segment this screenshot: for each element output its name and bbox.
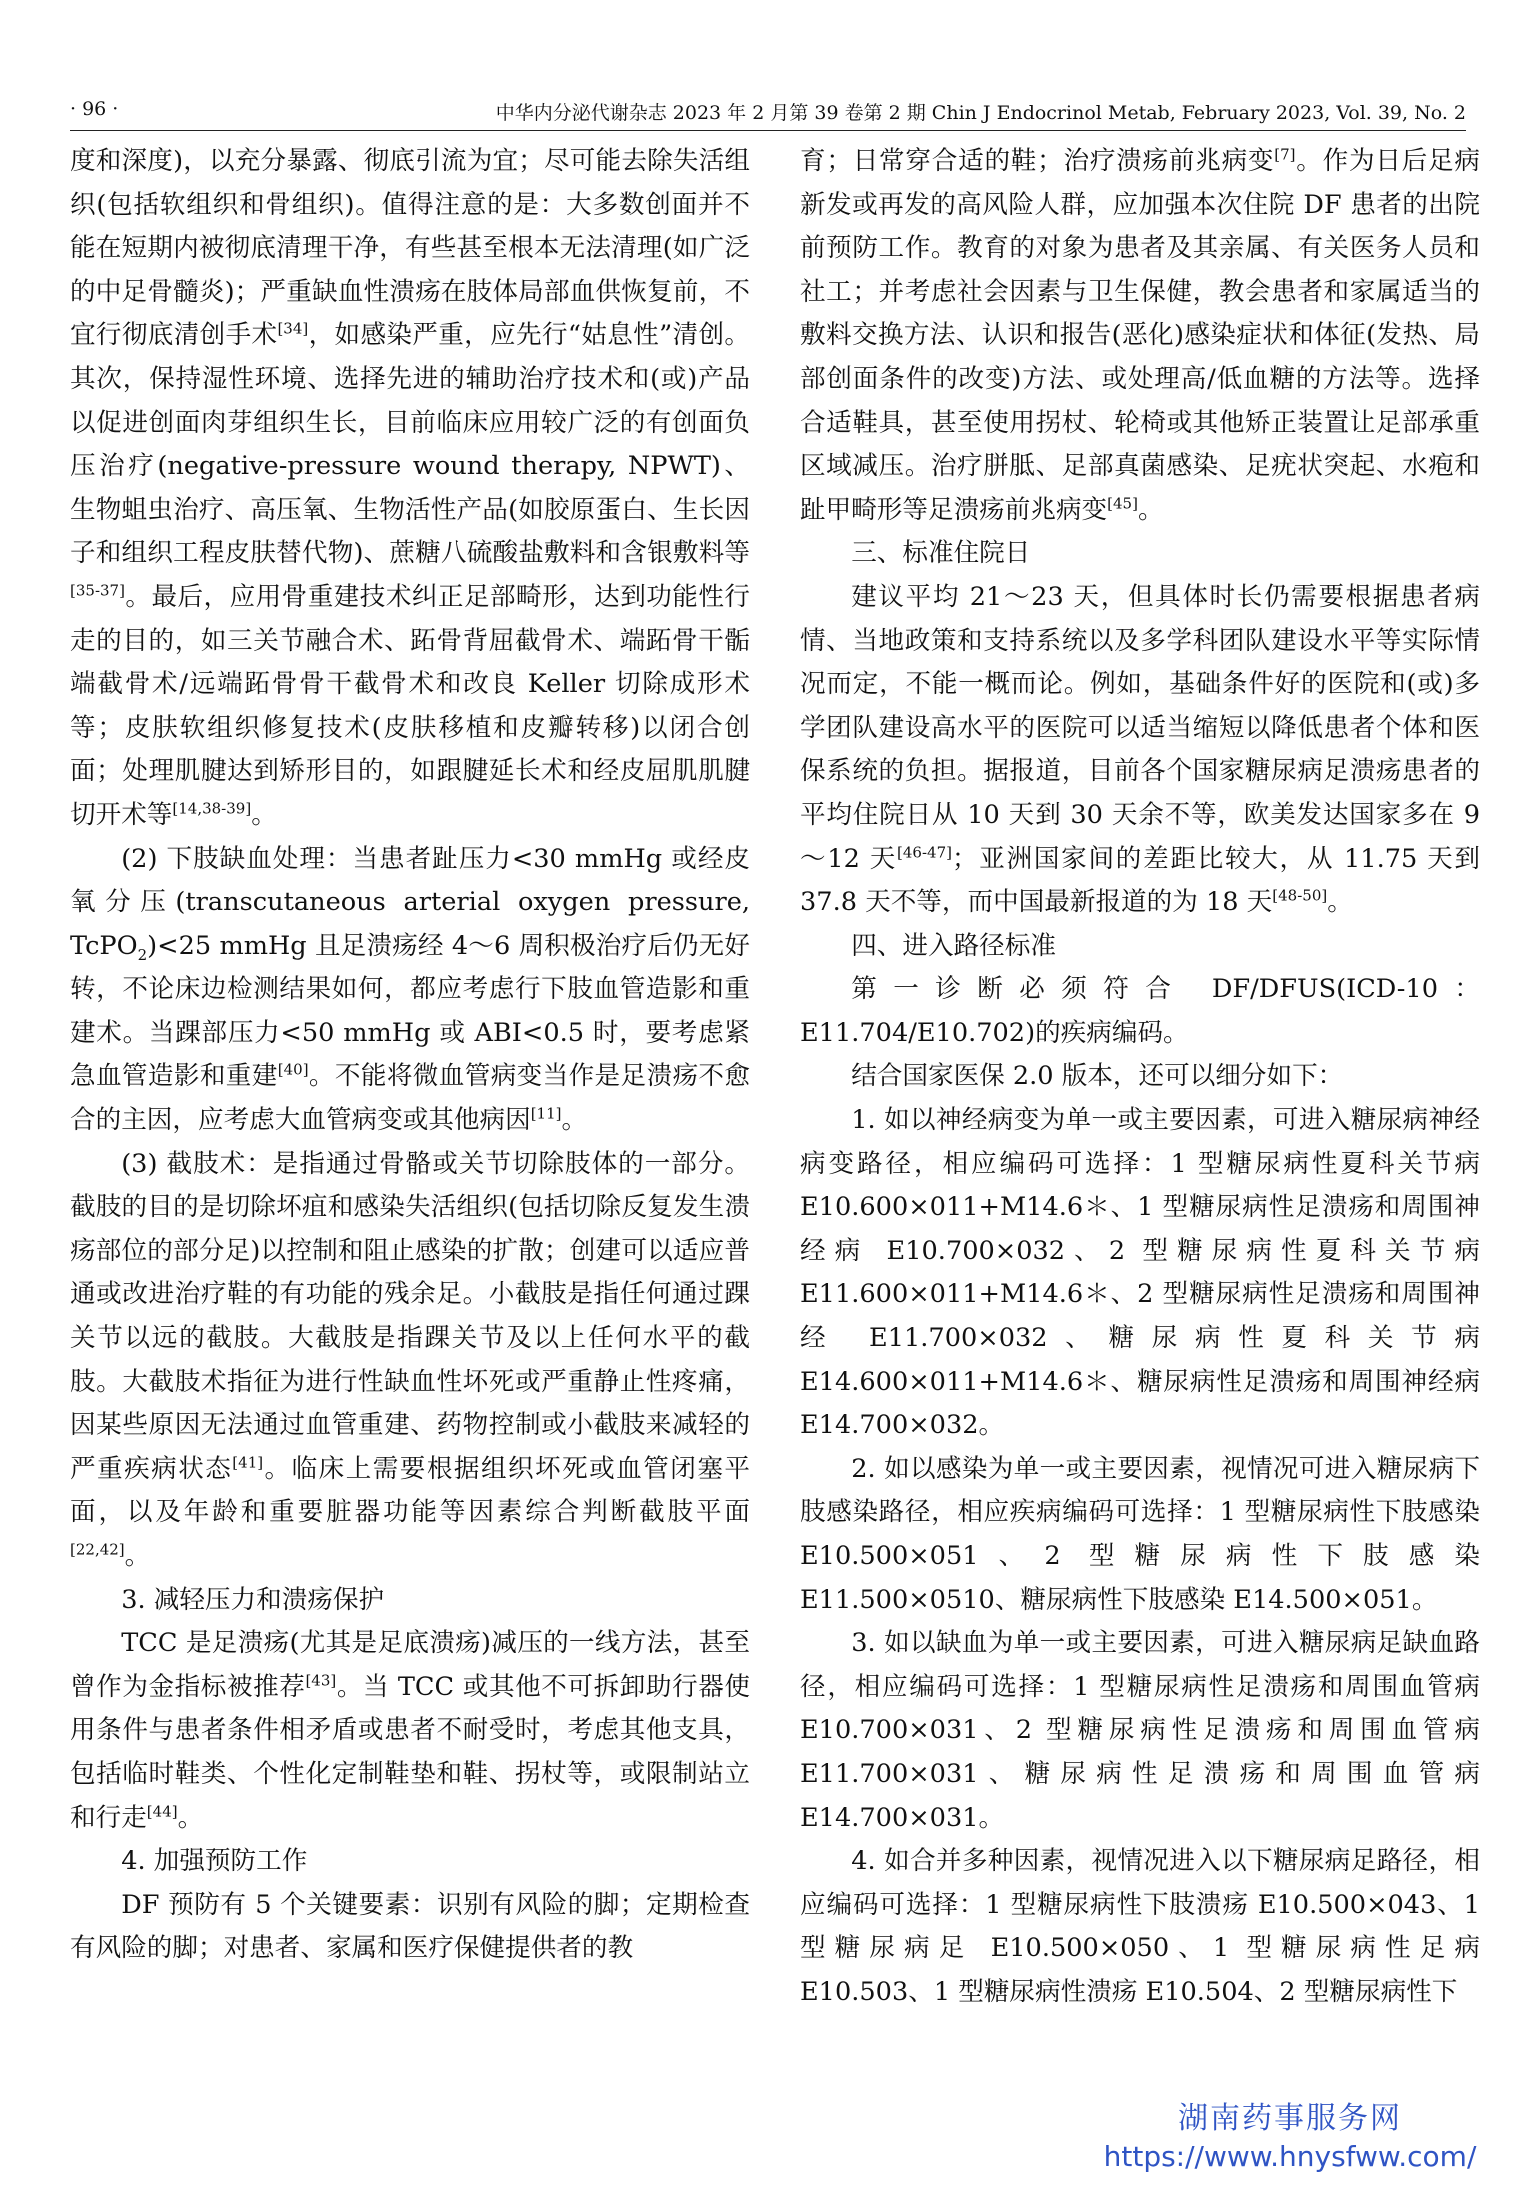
paragraph-text: (3) 截肢术：是指通过骨骼或关节切除肢体的一部分。截肢的目的是切除坏疽和感染失活组织(包括切除反复发生溃疡部位的部分足)以控制和阻止感染的扩散；创建可以适应普通或改进治疗鞋的有功能的残余足。小截肢是指任何通过踝关节以远的截肢。大截肢是指踝关节及以上任何水平的截肢。大截肢术指征为进行性缺血性坏死或严重静止性疼痛，因某些原因无法通过血管重建、药物控制或小截肢来减轻的严重疾病状态 — [70, 1148, 750, 1484]
citation-ref: [14,38-39] — [172, 799, 252, 818]
watermark-url: https://www.hnysfww.com/ — [1103, 2140, 1477, 2173]
paragraph-text: 建议平均 21～23 天，但具体时长仍需要根据患者病情、当地政策和支持系统以及多学科团队建设水平等实际情况而定，不能一概而论。例如，基础条件好的医院和(或)多学团队建设高水平的医院可以适当缩短以降低患者个体和医保系统的负担。据报道，目前各个国家糖尿病足溃疡患者的平均住院日从 10 天到 30 天余不等，欧美发达国家多在 9～12 天 — [800, 581, 1480, 874]
paragraph — [800, 925, 1480, 969]
paragraph — [70, 1884, 750, 1971]
citation-ref: [35-37] — [70, 581, 125, 600]
paragraph-text: 。 — [561, 1105, 588, 1136]
subscript: 2 — [137, 945, 148, 964]
header-rule — [70, 130, 1466, 131]
left-column — [70, 140, 750, 1971]
citation-ref: [48-50] — [1272, 886, 1328, 905]
paragraph-text: )<25 mmHg 且足溃疡经 4～6 周积极治疗后仍无好转，不论床边检测结果如何，都应考虑行下肢血管造影和重建术。当踝部压力<50 mmHg 或 ABI<0.5 时，要考虑紧急血管造影和重建 — [70, 930, 750, 1092]
citation-ref: [46-47] — [897, 842, 952, 861]
page-number: · 96 · — [70, 98, 119, 120]
paragraph — [70, 1840, 750, 1884]
paragraph-text: 。 — [251, 799, 277, 830]
citation-ref: [43] — [305, 1671, 337, 1690]
paragraph-text: 4. 加强预防工作 — [121, 1846, 308, 1877]
paragraph-text: 。不能将微血管病变当作是足溃疡不愈合的主因，应考虑大血管病变或其他病因 — [70, 1061, 750, 1136]
paragraph — [800, 968, 1480, 1055]
journal-citation: 中华内分泌代谢杂志 2023 年 2 月第 39 卷第 2 期 Chin J Endocrinol Metab, February 2023, Vol. 39, No. 2 — [495, 102, 1466, 124]
paragraph-text: 2. 如以感染为单一或主要因素，视情况可进入糖尿病下肢感染路径，相应疾病编码可选择：1 型糖尿病性下肢感染 E10.500×051、2 型糖尿病性下肢感染 E11.500×0510、糖尿病性下肢感染 E14.500×051。 — [800, 1453, 1480, 1615]
citation-ref: [7] — [1274, 145, 1296, 164]
paragraph-text: 1. 如以神经病变为单一或主要因素，可进入糖尿病神经病变路径，相应编码可选择：1 型糖尿病性夏科关节病 E10.600×011+M14.6＊、1 型糖尿病性足溃疡和周围神经病 E10.700×032、2 型糖尿病性夏科关节病 E11.600×011+M14.6＊、2 型糖尿病性足溃疡和周围神经 E11.700×032、糖尿病性夏科关节病 E14.600×011+M14.6＊、糖尿病性足溃疡和周围神经病 E14.700×032。 — [800, 1105, 1480, 1441]
paragraph — [800, 1055, 1480, 1099]
paragraph-text: 育；日常穿合适的鞋；治疗溃疡前兆病变 — [800, 146, 1275, 176]
citation-ref: [41] — [232, 1453, 264, 1472]
paragraph-text: 。 — [1327, 887, 1353, 918]
paragraph — [800, 1099, 1480, 1448]
citation-ref: [34] — [277, 319, 309, 338]
paragraph-text: 。 — [1137, 494, 1164, 525]
paragraph-text: 度和深度)，以充分暴露、彻底引流为宜；尽可能去除失活组织(包括软组织和骨组织)。值得注意的是：大多数创面并不能在短期内被彻底清理干净，有些甚至根本无法清理(如广泛的中足骨髓炎)；严重缺血性溃疡在肢体局部血供恢复前，不宜行彻底清创手术 — [70, 146, 750, 351]
paragraph-text: 四、进入路径标准 — [851, 930, 1056, 961]
paragraph — [70, 1579, 750, 1623]
paragraph-text: 。当 TCC 或其他不可拆卸助行器使用条件与患者条件相矛盾或患者不耐受时，考虑其他支具，包括临时鞋类、个性化定制鞋垫和鞋、拐杖等，或限制站立和行走 — [70, 1671, 750, 1833]
paragraph-text: 。 — [177, 1802, 204, 1833]
citation-ref: [45] — [1107, 494, 1138, 513]
paragraph-text: 第一诊断必须符合 DF/DFUS(ICD-10：E11.704/E10.702)的疾病编码。 — [800, 974, 1480, 1048]
paragraph-text: ，如感染严重，应先行“姑息性”清创。其次，保持湿性环境、选择先进的辅助治疗技术和(或)产品以促进创面肉芽组织生长，目前临床应用较广泛的有创面负压治疗(negative-pressure wound therapy, NPWT)、生物蛆虫治疗、高压氧、生物活性产品(如胶原蛋白、生长因子和组织工程皮肤替代物)、蔗糖八硫酸盐敷料和含银敷料等 — [70, 320, 750, 569]
citation-ref: [44] — [146, 1802, 178, 1821]
paragraph — [70, 838, 750, 1143]
paragraph — [800, 576, 1480, 925]
paragraph — [70, 1143, 750, 1579]
paragraph-text: 三、标准住院日 — [851, 538, 1031, 569]
right-column — [800, 140, 1480, 2015]
paragraph — [800, 140, 1480, 532]
paragraph — [800, 1840, 1480, 2014]
paragraph-text: 。临床上需要根据组织坏死或血管闭塞平面，以及年龄和重要脏器功能等因素综合判断截肢平面 — [70, 1453, 750, 1528]
paragraph-text: 。作为日后足病新发或再发的高风险人群，应加强本次住院 DF 患者的出院前预防工作。教育的对象为患者及其亲属、有关医务人员和社工；并考虑社会因素与卫生保健，教会患者和家属适当的敷料交换方法、认识和报告(恶化)感染症状和体征(发热、局部创面条件的改变)方法、或处理高/低血糖的方法等。选择合适鞋具，甚至使用拐杖、轮椅或其他矫正装置让足部承重区域减压。治疗胼胝、足部真菌感染、足疣状突起、水疱和趾甲畸形等足溃疡前兆病变 — [800, 146, 1480, 525]
paragraph — [800, 1622, 1480, 1840]
paragraph-text: ；亚洲国家间的差距比较大，从 11.75 天到 37.8 天不等，而中国最新报道的为 18 天 — [800, 843, 1481, 918]
watermark-site-name: 湖南药事服务网 — [1178, 2101, 1402, 2136]
paragraph-text: 结合国家医保 2.0 版本，还可以细分如下： — [851, 1061, 1344, 1092]
citation-ref: [11] — [530, 1104, 562, 1123]
paragraph — [70, 140, 750, 838]
paragraph — [800, 1448, 1480, 1622]
paragraph-text: 。最后，应用骨重建技术纠正足部畸形，达到功能性行走的目的，如三关节融合术、跖骨背屈截骨术、端跖骨干骺端截骨术/远端跖骨骨干截骨术和改良 Keller 切除成形术等；皮肤软组织修复技术(皮肤移植和皮瓣转移)以闭合创面；处理肌腱达到矫形目的，如跟腱延长术和经皮屈肌肌腱切开术等 — [70, 581, 750, 830]
paragraph-text: 3. 减轻压力和溃疡保护 — [121, 1584, 385, 1615]
running-header — [70, 98, 1466, 138]
paragraph-text: DF 预防有 5 个关键要素：识别有风险的脚；定期检查有风险的脚；对患者、家属和医疗保健提供者的教 — [70, 1889, 750, 1964]
paragraph — [800, 532, 1480, 576]
paragraph-text: TCC 是足溃疡(尤其是足底溃疡)减压的一线方法，甚至曾作为金指标被推荐 — [70, 1628, 750, 1702]
site-watermark — [1080, 2100, 1500, 2176]
citation-ref: [22,42] — [70, 1540, 125, 1559]
paragraph-text: 。 — [124, 1541, 151, 1571]
paragraph-text: (2) 下肢缺血处理：当患者趾压力<30 mmHg 或经皮氧分压(transcutaneous arterial oxygen pressure, TcPO — [70, 843, 750, 961]
paragraph-text: 4. 如合并多种因素，视情况进入以下糖尿病足路径，相应编码可选择：1 型糖尿病性下肢溃疡 E10.500×043、1 型糖尿病足 E10.500×050、1 型糖尿病性足病 E10.503、1 型糖尿病性溃疡 E10.504、2 型糖尿病性下 — [800, 1846, 1480, 2007]
citation-ref: [40] — [277, 1060, 309, 1079]
paragraph-text: 3. 如以缺血为单一或主要因素，可进入糖尿病足缺血路径，相应编码可选择：1 型糖尿病性足溃疡和周围血管病 E10.700×031、2 型糖尿病性足溃疡和周围血管病 E11.700×031、糖尿病性足溃疡和周围血管病 E14.700×031。 — [800, 1628, 1480, 1833]
paragraph — [70, 1622, 750, 1840]
